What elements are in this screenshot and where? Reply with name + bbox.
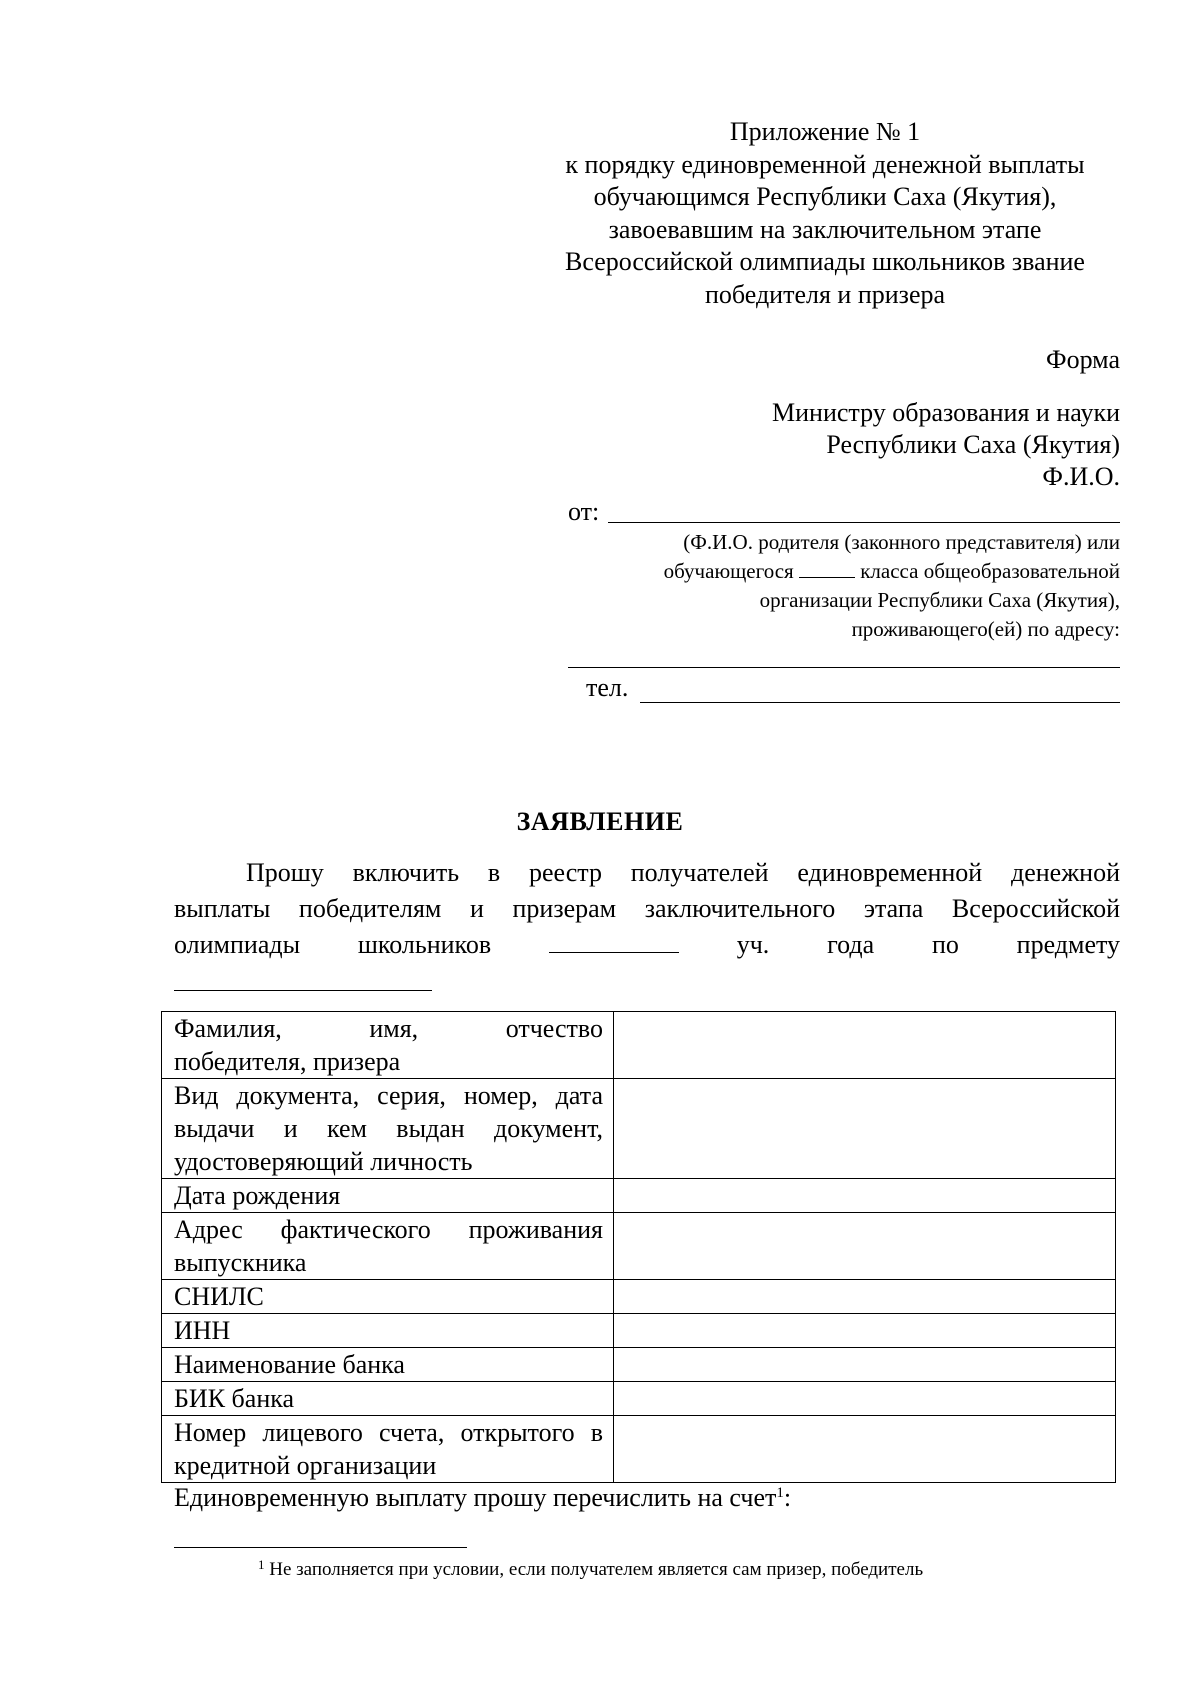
from-hint-line: проживающего(ей) по адресу:: [851, 617, 1120, 641]
value-cell[interactable]: [614, 1012, 1116, 1079]
value-cell[interactable]: [614, 1280, 1116, 1314]
table-row: [162, 1012, 1116, 1079]
body-word: олимпиады: [174, 930, 301, 959]
from-label: от:: [568, 497, 600, 526]
addressee-line: Республики Саха (Якутия): [826, 430, 1120, 459]
body-word: по: [931, 930, 959, 959]
footnote-ref: 1: [776, 1485, 784, 1501]
transfer-text: Единовременную выплату прошу перечислить на счет: [174, 1483, 777, 1512]
addressee-line: Министру образования и науки: [772, 398, 1120, 427]
body-word: уч.: [736, 930, 770, 959]
value-cell[interactable]: [614, 1079, 1116, 1179]
footnote-divider: [174, 1547, 467, 1548]
row-label-line: Вид документа, серия, номер, дата: [174, 1081, 603, 1110]
row-label-line: победителя, призера: [174, 1047, 401, 1076]
from-hint: [540, 528, 1120, 644]
value-cell[interactable]: [614, 1348, 1116, 1382]
row-label: [162, 1416, 614, 1483]
applicant-data-table: [161, 1011, 1116, 1483]
row-label-line: выдачи и кем выдан документ,: [174, 1114, 603, 1143]
row-label: [162, 1012, 614, 1079]
row-label: [162, 1213, 614, 1280]
row-label: [162, 1382, 614, 1416]
tel-field[interactable]: [640, 702, 1120, 703]
from-hint-line: (Ф.И.О. родителя (законного представителя) или: [683, 530, 1120, 554]
table-row: [162, 1213, 1116, 1280]
body-line: выплаты победителям и призерам заключительного этапа Всероссийской: [174, 894, 1120, 923]
row-label-line: кредитной организации: [174, 1451, 437, 1480]
body-line: Прошу включить в реестр получателей единовременной денежной: [246, 858, 1120, 887]
table-row: [162, 1382, 1116, 1416]
row-label-line: Номер лицевого счета, открытого в: [174, 1418, 603, 1447]
value-cell[interactable]: [614, 1314, 1116, 1348]
class-number-field[interactable]: [799, 561, 855, 578]
addressee-line: Ф.И.О.: [1042, 462, 1120, 491]
row-label-line: СНИЛС: [174, 1282, 264, 1311]
subject-field[interactable]: [174, 990, 432, 991]
form-label: Форма: [1046, 345, 1120, 374]
table-row: [162, 1079, 1116, 1179]
tel-label: тел.: [586, 673, 629, 702]
body-word: года: [827, 930, 875, 959]
row-label-line: Дата рождения: [174, 1181, 341, 1210]
table-row: [162, 1348, 1116, 1382]
appendix-line: обучающимся Республики Саха (Якутия),: [593, 182, 1057, 211]
row-label-line: выпускника: [174, 1248, 307, 1277]
academic-year-field[interactable]: [549, 930, 679, 953]
from-name-field[interactable]: [608, 522, 1120, 523]
row-label-line: Фамилия, имя, отчество: [174, 1014, 603, 1043]
footnote-number: 1: [258, 1557, 265, 1572]
colon: :: [783, 1483, 792, 1512]
row-label-line: БИК банка: [174, 1384, 295, 1413]
from-hint-text: обучающегося: [663, 559, 794, 583]
row-label: [162, 1079, 614, 1179]
row-label: [162, 1348, 614, 1382]
document-title: ЗАЯВЛЕНИЕ: [516, 807, 684, 836]
value-cell[interactable]: [614, 1382, 1116, 1416]
body-word: предмету: [1016, 930, 1121, 959]
row-label-line: ИНН: [174, 1316, 231, 1345]
addressee-block: [520, 397, 1120, 493]
row-label: [162, 1280, 614, 1314]
from-hint-text: класса общеобразовательной: [860, 559, 1120, 583]
appendix-line: победителя и призера: [704, 279, 946, 309]
statement-body: [174, 855, 1120, 963]
appendix-header: [530, 116, 1120, 311]
body-word: школьников: [357, 930, 492, 959]
row-label: [162, 1314, 614, 1348]
appendix-line: Всероссийской олимпиады школьников звание: [565, 247, 1085, 276]
appendix-line: Приложение № 1: [729, 117, 921, 146]
body-line: [174, 927, 1120, 963]
footnote-text: Не заполняется при условии, если получателем является сам призер, победитель: [269, 1559, 924, 1580]
from-hint-line: организации Республики Саха (Якутия),: [759, 588, 1120, 612]
table-row: [162, 1416, 1116, 1483]
footnote: [258, 1558, 923, 1582]
appendix-line: к порядку единовременной денежной выплаты: [565, 149, 1085, 179]
value-cell[interactable]: [614, 1416, 1116, 1483]
table-row: [162, 1280, 1116, 1314]
from-hint-line: [540, 557, 1120, 586]
row-label: [162, 1179, 614, 1213]
table-row: [162, 1314, 1116, 1348]
transfer-statement: [174, 1482, 791, 1514]
value-cell[interactable]: [614, 1179, 1116, 1213]
row-label-line: Наименование банка: [174, 1350, 405, 1379]
row-label-line: удостоверяющий личность: [174, 1147, 473, 1176]
value-cell[interactable]: [614, 1213, 1116, 1280]
address-field[interactable]: [568, 667, 1120, 668]
table-row: [162, 1179, 1116, 1213]
row-label-line: Адрес фактического проживания: [174, 1215, 603, 1244]
appendix-line: завоевавшим на заключительном этапе: [608, 214, 1042, 244]
